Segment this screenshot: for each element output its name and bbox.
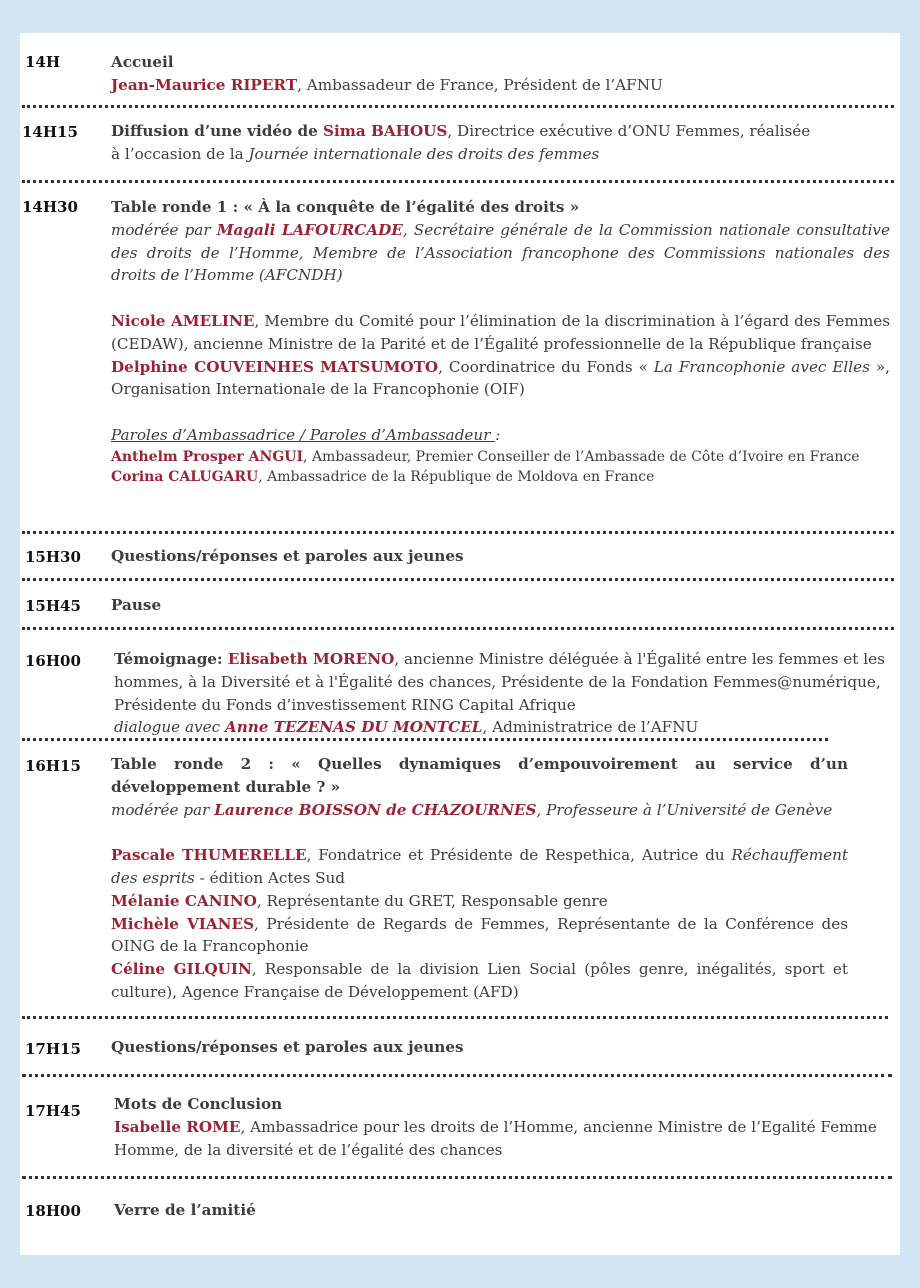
session-title: Questions/réponses et paroles aux jeunes [111,1038,464,1056]
session-video [111,120,891,166]
session-table-ronde-2 [111,753,848,1004]
time-17h45: 17H45 [25,1102,81,1120]
time-14h: 14H [25,53,61,71]
dotted-separator [22,180,894,183]
session-title: Accueil [111,53,174,71]
session-title: Verre de l’amitié [114,1201,256,1219]
time-18h00: 18H00 [25,1202,81,1220]
paroles-heading: Paroles d’Ambassadrice / Paroles d’Ambassadeur [111,425,496,444]
panelist-role: , Responsable de la division Lien Social (pôles genre, inégalités, sport et culture), Agence Française de Développement (AFD) [111,960,849,1001]
time-15h30: 15H30 [25,548,81,566]
book-title: Réchauffement des esprits [111,846,848,887]
dotted-separator [22,1016,888,1019]
dotted-separator [22,738,828,741]
session-questions-1 [111,545,891,568]
panelist-role-end: - édition Actes Sud [194,868,346,887]
dotted-separator [22,531,894,534]
session-accueil [111,51,891,97]
dotted-separator [22,105,894,108]
time-14h15: 14H15 [22,123,78,141]
speaker-role: , Ambassadrice pour les droits de l’Homme, ancienne Ministre de l’Egalité Femme Homme, de la diversité et de l’égalité des chances [114,1117,877,1159]
panelist-name: Mélanie CANINO [111,891,257,910]
program-page [20,33,900,1255]
panelist-name: Nicole AMELINE [111,311,255,330]
session-title: Mots de Conclusion [114,1095,283,1113]
panelist-role: , Coordinatrice du Fonds « [438,357,654,376]
panelist-name: Pascale THUMERELLE [111,846,307,865]
panelist-role: , Membre du Comité pour l’élimination de la discrimination à l’égard des Femmes (CEDAW), ancienne Ministre de la Parité et de l’Égalité professionnelle de la République française [111,311,890,353]
speaker-role: , Directrice exécutive d’ONU Femmes, réalisée [447,122,811,140]
session-pause [111,594,891,617]
time-16h15: 16H15 [25,757,81,775]
occasion-text: à l’occasion de la [111,144,249,163]
panelist-role: , Représentante du GRET, Responsable genre [256,891,608,910]
dotted-separator [22,1074,892,1077]
moderator-role: , Secrétaire générale de la Commission nationale consultative des droits de l’Homme, Membre de l’Association francophone des Commissions nationales des droits de l’Homme (AFCNDH) [111,220,890,285]
dotted-separator [22,1176,892,1179]
session-title: Diffusion d’une vidéo de [111,122,324,140]
panelist-role: , Fondatrice et Présidente de Respethica, Autrice du [306,846,732,865]
session-questions-2 [111,1036,891,1059]
session-title: Table ronde 2 : « Quelles dynamiques d’empouvoirement au service d’un développement durable ? » [111,755,848,796]
ambassador-name: Corina CALUGARU [111,469,259,486]
fund-name: La Francophonie avec Elles [653,357,870,376]
session-title: Questions/réponses et paroles aux jeunes [111,547,464,565]
moderator-role: , Professeure à l’Université de Genève [536,800,833,819]
session-temoignage [114,648,891,739]
speaker-role: , ancienne Ministre déléguée à l'Égalité entre les femmes et les hommes, à la Diversité et à l'Égalité des chances, Présidente de la Fondation Femmes@numérique, Présidente du Fonds d’investissement RING Capital Afrique [114,650,885,714]
panelist-name: Michèle VIANES [111,914,255,933]
paroles-colon: : [495,425,501,444]
speaker-name: Elisabeth MORENO [227,650,395,668]
session-title: Pause [111,596,162,614]
moderator-prefix: modérée par [111,220,217,239]
session-label: Témoignage: [114,650,228,668]
moderator-name: Magali LAFOURCADE [216,220,403,239]
panelist-name: Delphine COUVEINHES MATSUMOTO [111,357,439,376]
panelist-name: Céline GILQUIN [111,960,252,979]
time-16h00: 16H00 [25,652,81,670]
session-verre [114,1199,891,1222]
dialogue-prefix: dialogue avec [114,718,225,737]
panelist-role: , Présidente de Regards de Femmes, Représentante de la Conférence des OING de la Francophonie [111,914,848,956]
ambassador-role: , Ambassadrice de la République de Moldova en France [258,469,655,486]
speaker-name: Isabelle ROME [114,1117,241,1136]
speaker-name: Jean-Maurice RIPERT [111,75,298,94]
dotted-separator [22,578,894,581]
occasion-title: Journée internationale des droits des femmes [248,144,600,163]
session-table-ronde-1 [111,196,890,488]
dotted-separator [22,627,894,630]
dialogue-name: Anne TEZENAS DU MONTCEL [224,718,483,737]
time-15h45: 15H45 [25,597,81,615]
moderator-name: Laurence BOISSON de CHAZOURNES [214,800,537,819]
speaker-role: , Ambassadeur de France, Président de l’AFNU [297,75,663,94]
time-17h15: 17H15 [25,1040,81,1058]
session-title: Table ronde 1 : « À la conquête de l’égalité des droits » [111,198,580,216]
panelist-role-end: », Organisation Internationale de la Francophonie (OIF) [111,357,890,399]
dialogue-role: , Administratrice de l’AFNU [482,718,699,737]
moderator-prefix: modérée par [111,800,215,819]
speaker-name: Sima BAHOUS [323,122,448,140]
ambassador-role: , Ambassadeur, Premier Conseiller de l’Ambassade de Côte d’Ivoire en France [303,448,860,465]
ambassador-name: Anthelm Prosper ANGUI [111,448,304,465]
session-conclusion [114,1093,891,1161]
time-14h30: 14H30 [22,198,78,216]
